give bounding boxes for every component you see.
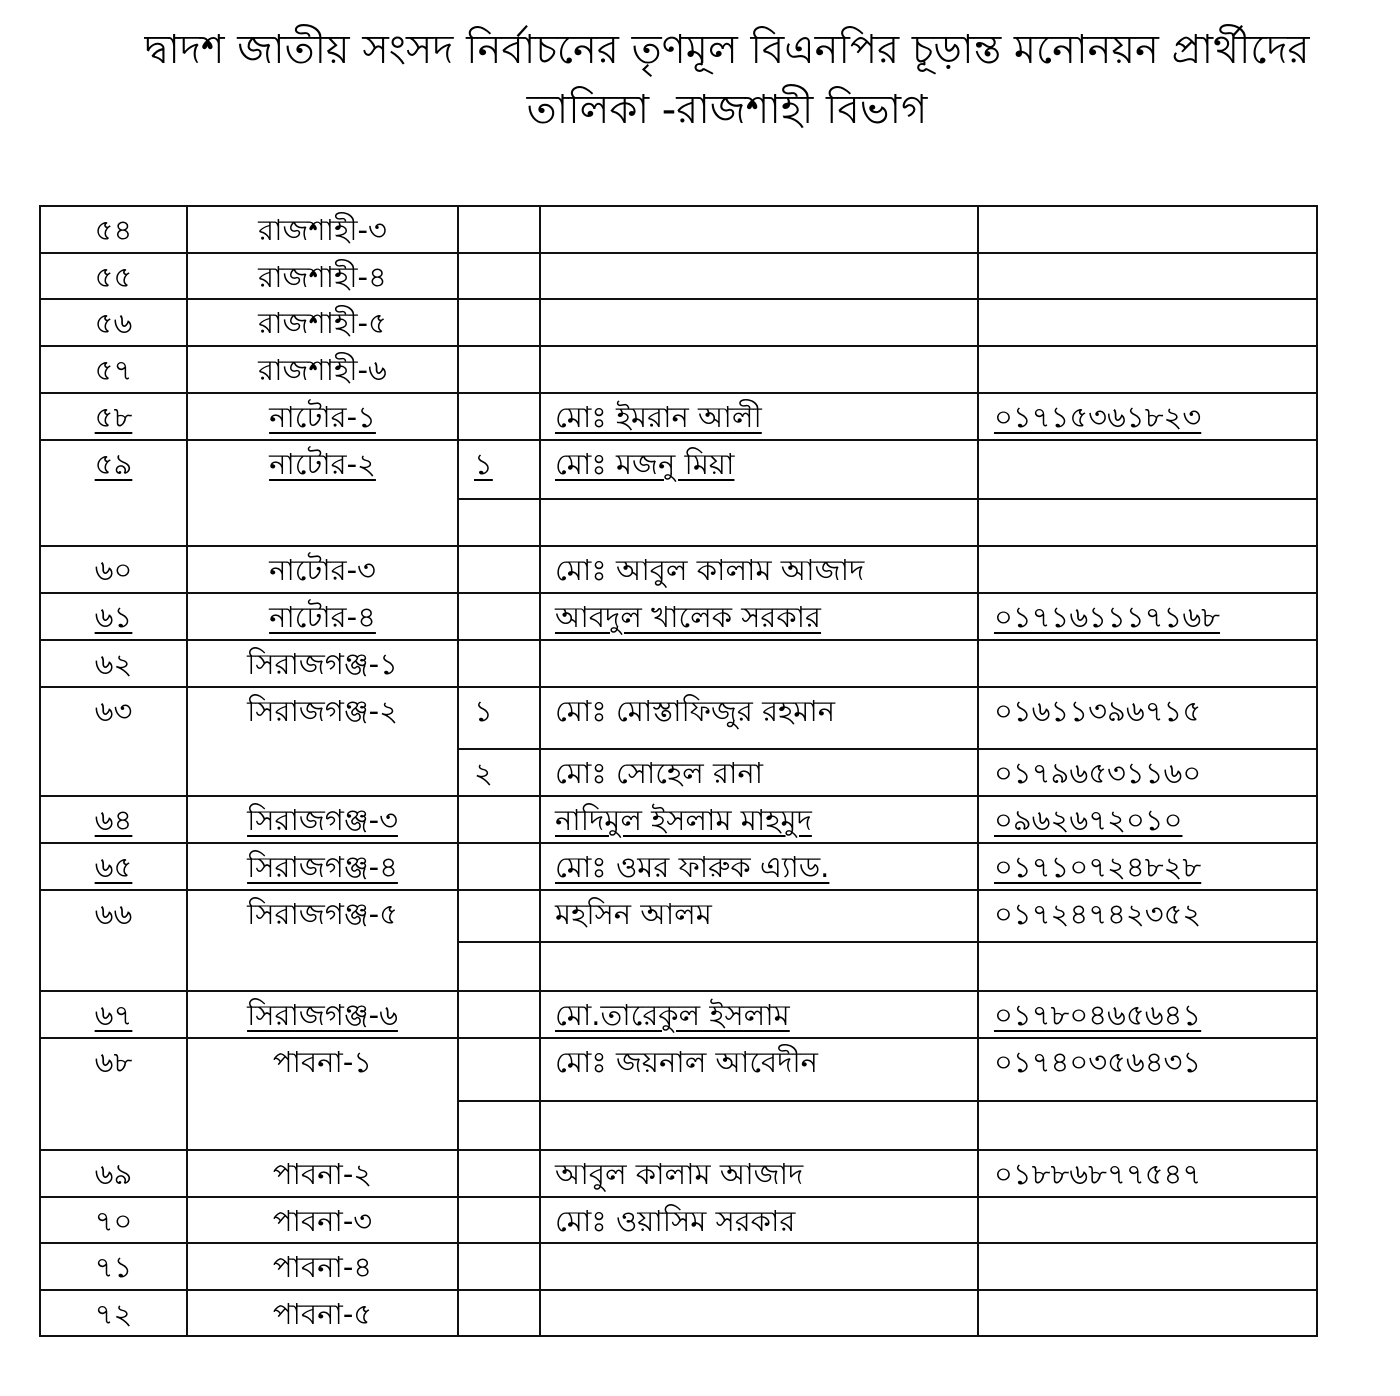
constituency-cell: পাবনা-৩	[187, 1197, 458, 1243]
phone-cell: ০১৬১১৩৯৬৭১৫	[978, 687, 1317, 749]
candidate-number-cell	[458, 796, 540, 843]
candidate-name-cell: মোঃ মজনু মিয়া	[540, 440, 978, 499]
candidate-name-cell	[540, 499, 978, 546]
table-row	[40, 687, 1317, 749]
candidate-number-cell	[458, 206, 540, 253]
table-row	[40, 440, 1317, 499]
candidate-name-cell: মহসিন আলম	[540, 890, 978, 942]
serial-cell: ৫৫	[40, 253, 187, 299]
candidate-name-cell	[540, 942, 978, 991]
constituency-cell: সিরাজগঞ্জ-২	[187, 687, 458, 796]
candidate-number-cell	[458, 1197, 540, 1243]
candidate-name-cell: নাদিমুল ইসলাম মাহমুদ	[540, 796, 978, 843]
constituency-cell: নাটোর-১	[187, 393, 458, 440]
candidate-number-cell: ১	[458, 687, 540, 749]
candidate-number-cell	[458, 991, 540, 1038]
phone-cell: ০৯৬২৬৭২০১০	[978, 796, 1317, 843]
constituency-cell: সিরাজগঞ্জ-৪	[187, 843, 458, 890]
candidate-table	[39, 205, 1318, 1337]
serial-cell: ৬৭	[40, 991, 187, 1038]
table-row	[40, 991, 1317, 1038]
phone-cell: ০১৭৪০৩৫৬৪৩১	[978, 1038, 1317, 1101]
candidate-number-cell: ২	[458, 749, 540, 796]
serial-cell: ৫৬	[40, 299, 187, 346]
constituency-cell: পাবনা-৪	[187, 1243, 458, 1290]
phone-cell	[978, 942, 1317, 991]
phone-cell	[978, 440, 1317, 499]
candidate-number-cell	[458, 546, 540, 593]
candidate-name-cell	[540, 1290, 978, 1336]
candidate-number-cell	[458, 593, 540, 640]
candidate-name-cell: আবুল কালাম আজাদ	[540, 1150, 978, 1197]
constituency-cell: রাজশাহী-৫	[187, 299, 458, 346]
candidate-number-cell	[458, 346, 540, 393]
candidate-number-cell	[458, 942, 540, 991]
phone-cell: ০১৭১৬১১১৭১৬৮	[978, 593, 1317, 640]
candidate-name-cell: মোঃ আবুল কালাম আজাদ	[540, 546, 978, 593]
phone-cell	[978, 546, 1317, 593]
candidate-name-cell	[540, 253, 978, 299]
serial-cell: ৭২	[40, 1290, 187, 1336]
phone-cell	[978, 299, 1317, 346]
table-row	[40, 1038, 1317, 1101]
candidate-name-cell: মো.তারেকুল ইসলাম	[540, 991, 978, 1038]
phone-cell	[978, 346, 1317, 393]
serial-cell: ৬০	[40, 546, 187, 593]
title-line-1: দ্বাদশ জাতীয় সংসদ নির্বাচনের তৃণমূল বিএনপির চূড়ান্ত মনোনয়ন প্রার্থীদের	[144, 27, 1310, 73]
serial-cell: ৬২	[40, 640, 187, 687]
constituency-cell: পাবনা-১	[187, 1038, 458, 1150]
candidate-name-cell	[540, 1243, 978, 1290]
phone-cell	[978, 640, 1317, 687]
serial-cell: ৬১	[40, 593, 187, 640]
table-row	[40, 890, 1317, 942]
phone-cell: ০১৭৯৬৫৩১১৬০	[978, 749, 1317, 796]
serial-cell: ৫৪	[40, 206, 187, 253]
serial-cell: ৭১	[40, 1243, 187, 1290]
constituency-cell: রাজশাহী-৬	[187, 346, 458, 393]
table-row	[40, 253, 1317, 299]
title-line-2: তালিকা -রাজশাহী বিভাগ	[526, 87, 928, 133]
document-title	[54, 20, 1400, 140]
candidate-name-cell	[540, 640, 978, 687]
candidate-number-cell	[458, 499, 540, 546]
constituency-cell: রাজশাহী-৩	[187, 206, 458, 253]
phone-cell	[978, 1101, 1317, 1150]
serial-cell: ৫৭	[40, 346, 187, 393]
serial-cell: ৬৮	[40, 1038, 187, 1150]
table-row	[40, 1197, 1317, 1243]
constituency-cell: পাবনা-৫	[187, 1290, 458, 1336]
candidate-number-cell	[458, 890, 540, 942]
candidate-name-cell: মোঃ সোহেল রানা	[540, 749, 978, 796]
serial-cell: ৭০	[40, 1197, 187, 1243]
phone-cell: ০১৭১৫৩৬১৮২৩	[978, 393, 1317, 440]
constituency-cell: নাটোর-৩	[187, 546, 458, 593]
candidate-number-cell	[458, 640, 540, 687]
constituency-cell: নাটোর-২	[187, 440, 458, 546]
constituency-cell: সিরাজগঞ্জ-৫	[187, 890, 458, 991]
phone-cell: ০১৭১০৭২৪৮২৮	[978, 843, 1317, 890]
phone-cell: ০১৮৮৬৮৭৭৫৪৭	[978, 1150, 1317, 1197]
candidate-name-cell: মোঃ মোস্তাফিজুর রহমান	[540, 687, 978, 749]
serial-cell: ৬৫	[40, 843, 187, 890]
candidate-name-cell: মোঃ ওমর ফারুক এ্যাড.	[540, 843, 978, 890]
candidate-name-cell	[540, 206, 978, 253]
table-row	[40, 546, 1317, 593]
serial-cell: ৬৩	[40, 687, 187, 796]
candidate-number-cell	[458, 253, 540, 299]
serial-cell: ৬৯	[40, 1150, 187, 1197]
serial-cell: ৬৪	[40, 796, 187, 843]
candidate-number-cell	[458, 393, 540, 440]
table-row	[40, 796, 1317, 843]
table-row	[40, 346, 1317, 393]
phone-cell: ০১৭৮০৪৬৫৬৪১	[978, 991, 1317, 1038]
phone-cell	[978, 499, 1317, 546]
serial-cell: ৫৮	[40, 393, 187, 440]
table-row	[40, 593, 1317, 640]
serial-cell: ৫৯	[40, 440, 187, 546]
candidate-name-cell: মোঃ ওয়াসিম সরকার	[540, 1197, 978, 1243]
candidate-name-cell	[540, 299, 978, 346]
table-row	[40, 206, 1317, 253]
table-row	[40, 640, 1317, 687]
phone-cell	[978, 1290, 1317, 1336]
candidate-number-cell	[458, 1290, 540, 1336]
candidate-number-cell	[458, 299, 540, 346]
phone-cell	[978, 253, 1317, 299]
candidate-name-cell	[540, 1101, 978, 1150]
phone-cell	[978, 1197, 1317, 1243]
phone-cell: ০১৭২৪৭৪২৩৫২	[978, 890, 1317, 942]
constituency-cell: রাজশাহী-৪	[187, 253, 458, 299]
candidate-number-cell: ১	[458, 440, 540, 499]
constituency-cell: পাবনা-২	[187, 1150, 458, 1197]
phone-cell	[978, 206, 1317, 253]
candidate-name-cell	[540, 346, 978, 393]
phone-cell	[978, 1243, 1317, 1290]
table-row	[40, 1243, 1317, 1290]
candidate-name-cell: মোঃ ইমরান আলী	[540, 393, 978, 440]
table-row	[40, 393, 1317, 440]
constituency-cell: সিরাজগঞ্জ-৩	[187, 796, 458, 843]
candidate-number-cell	[458, 1038, 540, 1101]
candidate-number-cell	[458, 843, 540, 890]
constituency-cell: সিরাজগঞ্জ-১	[187, 640, 458, 687]
candidate-number-cell	[458, 1243, 540, 1290]
constituency-cell: সিরাজগঞ্জ-৬	[187, 991, 458, 1038]
candidate-number-cell	[458, 1101, 540, 1150]
table-row	[40, 843, 1317, 890]
table-row	[40, 1150, 1317, 1197]
constituency-cell: নাটোর-৪	[187, 593, 458, 640]
candidate-number-cell	[458, 1150, 540, 1197]
serial-cell: ৬৬	[40, 890, 187, 991]
table-row	[40, 1290, 1317, 1336]
candidate-name-cell: আবদুল খালেক সরকার	[540, 593, 978, 640]
table-row	[40, 299, 1317, 346]
candidate-name-cell: মোঃ জয়নাল আবেদীন	[540, 1038, 978, 1101]
